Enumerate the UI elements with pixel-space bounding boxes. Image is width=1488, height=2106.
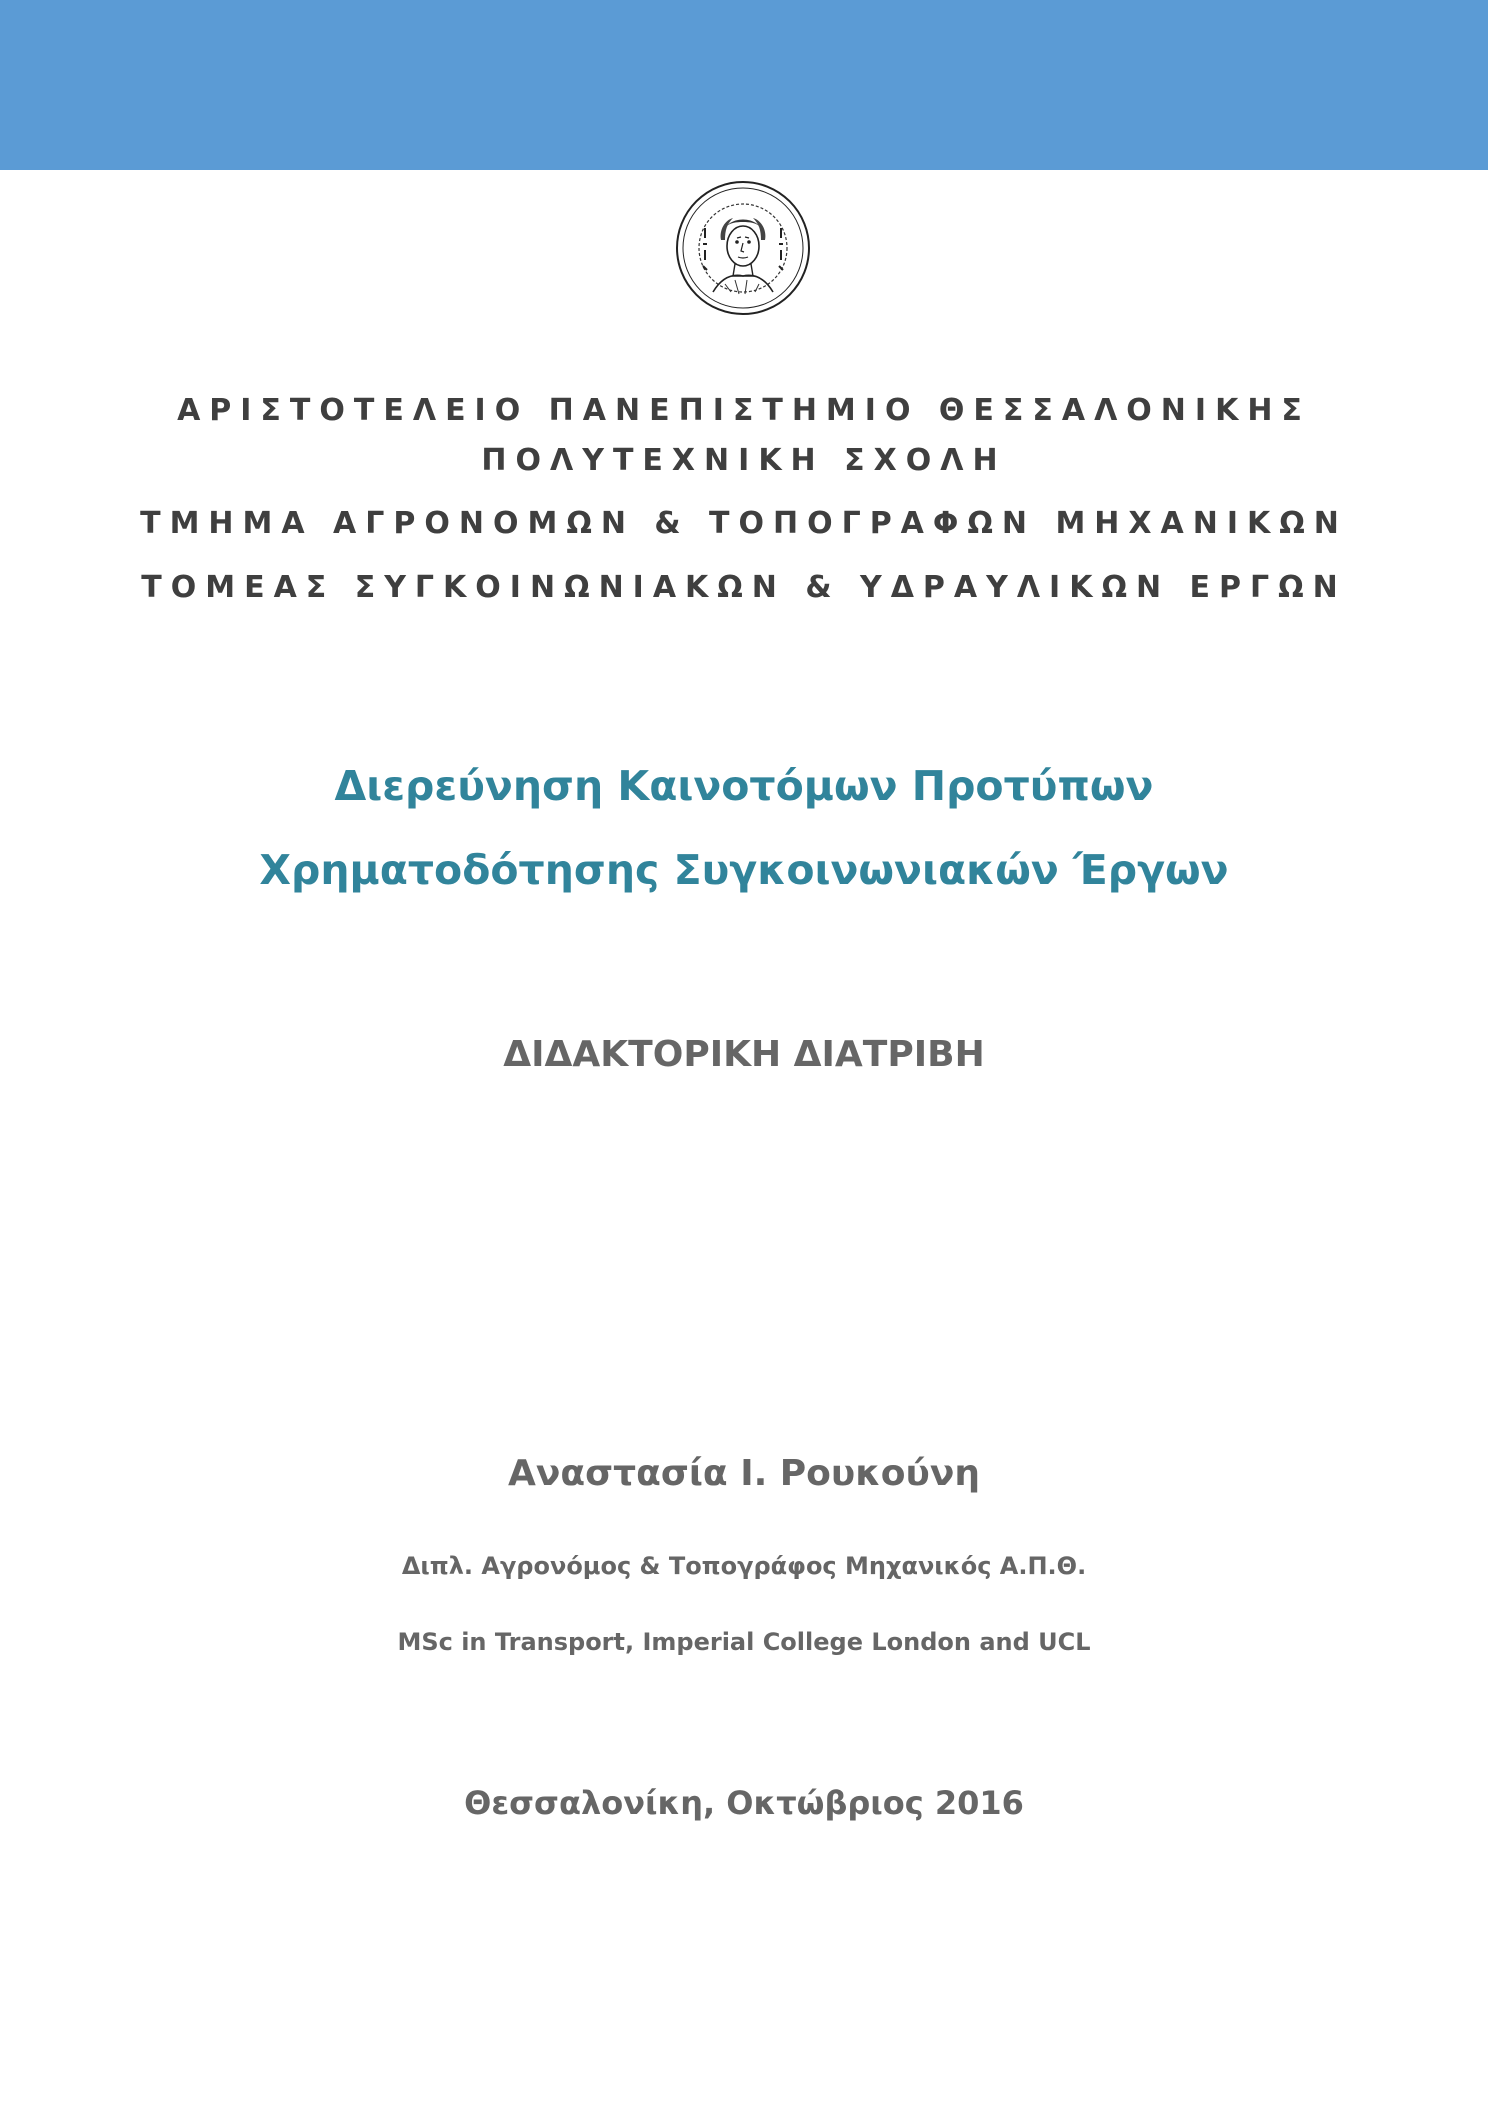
author-credential-msc: MSc in Transport, Imperial College London and UCL [397,1628,1091,1656]
top-color-band [0,0,1488,170]
thesis-title-line-2: Χρηματοδότησης Συγκοινωνιακών Έργων [259,846,1229,894]
university-name: ΑΡΙΣΤΟΤΕΛΕΙΟ ΠΑΝΕΠΙΣΤΗΜΙΟ ΘΕΣΣΑΛΟΝΙΚΗΣ [177,393,1311,428]
author-credential-diploma: Διπλ. Αγρονόμος & Τοπογράφος Μηχανικός Α.Π.Θ. [401,1552,1087,1580]
university-seal-icon [675,180,811,316]
document-type: ΔΙΔΑΚΤΟΡΙΚΗ ΔΙΑΤΡΙΒΗ [503,1034,985,1075]
place-and-date: Θεσσαλονίκη, Οκτώβριος 2016 [464,1784,1024,1822]
school-name: ΠΟΛΥΤΕΧΝΙΚΗ ΣΧΟΛΗ [481,443,1007,478]
sector-name: ΤΟΜΕΑΣ ΣΥΓΚΟΙΝΩΝΙΑΚΩΝ & ΥΔΡΑΥΛΙΚΩΝ ΕΡΓΩΝ [141,570,1347,605]
thesis-title-line-1: Διερεύνηση Καινοτόμων Προτύπων [334,762,1154,810]
author-name: Αναστασία Ι. Ρουκούνη [508,1453,980,1494]
department-name: ΤΜΗΜΑ ΑΓΡΟΝΟΜΩΝ & ΤΟΠΟΓΡΑΦΩΝ ΜΗΧΑΝΙΚΩΝ [140,506,1348,541]
